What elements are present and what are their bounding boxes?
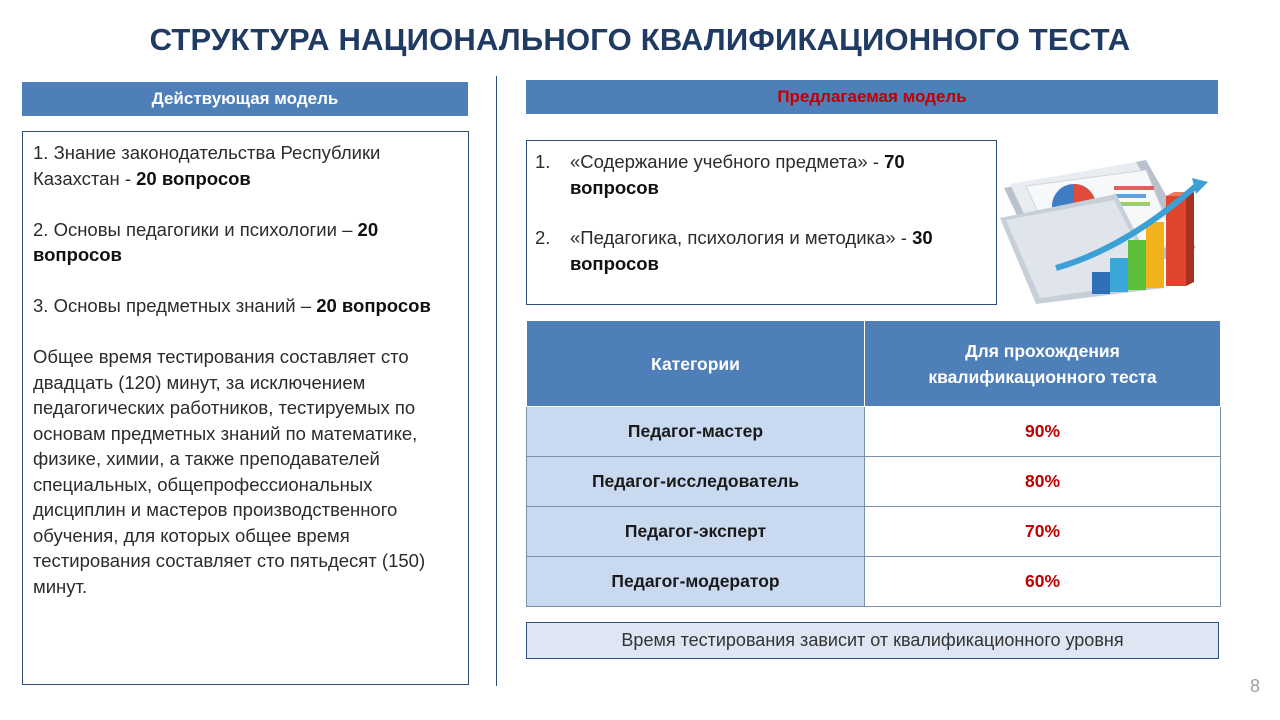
- current-model-box: [22, 131, 469, 685]
- category-cell: Педагог-модератор: [527, 557, 865, 607]
- category-table: [526, 320, 1221, 607]
- current-model-item: 1. Знание законодательства Республики Казахстан - 20 вопросов: [33, 142, 381, 189]
- table-row: [527, 507, 1221, 557]
- chart-folder-illustration: [996, 148, 1228, 308]
- category-cell: Педагог-эксперт: [527, 507, 865, 557]
- proposed-model-item: 1. «Содержание учебного предмета» - 70 вопросов: [535, 149, 986, 201]
- question-count: 70 вопросов: [570, 151, 905, 198]
- threshold-cell: 80%: [865, 457, 1221, 507]
- page-number: 8: [1249, 676, 1260, 696]
- current-model-header: Действующая модель: [22, 82, 468, 116]
- proposed-model-box: [526, 140, 997, 305]
- current-model-item: 3. Основы предметных знаний – 20 вопросов: [33, 295, 431, 316]
- proposed-model-item: 2. «Педагогика, психология и методика» - 30 вопросов: [535, 225, 986, 277]
- table-row: [527, 407, 1221, 457]
- slide-title: СТРУКТУРА НАЦИОНАЛЬНОГО КВАЛИФИКАЦИОННОГО ТЕСТА: [149, 22, 1131, 57]
- threshold-cell: 90%: [865, 407, 1221, 457]
- item-number: 2.: [535, 227, 551, 248]
- proposed-model-header: Предлагаемая модель: [526, 80, 1218, 114]
- testing-time-note: Время тестирования зависит от квалификационного уровня: [526, 622, 1219, 659]
- item-number: 1.: [535, 151, 551, 172]
- testing-time-paragraph: Общее время тестирования составляет сто двадцать (120) минут, за исключением педагогических работников, тестируемых по основам предметных знаний по математике, физике, химии, а также преподавателей специальных, общепрофессиональных дисциплин и мастеров производственного обучения, для которых общее время тестирования составляет сто пятьдесят (150) минут.: [33, 346, 426, 597]
- category-cell: Педагог-исследователь: [527, 457, 865, 507]
- vertical-divider: [496, 76, 497, 686]
- threshold-cell: 70%: [865, 507, 1221, 557]
- question-count: 20 вопросов: [33, 218, 379, 265]
- column-header-threshold: Для прохождения квалификационного теста: [865, 321, 1221, 407]
- question-count: 30 вопросов: [570, 227, 933, 274]
- category-cell: Педагог-мастер: [527, 407, 865, 457]
- threshold-cell: 60%: [865, 557, 1221, 607]
- current-model-item: 2. Основы педагогики и психологии – 20 вопросов: [33, 218, 379, 265]
- question-count: 20 вопросов: [136, 167, 251, 189]
- column-header-category: Категории: [527, 321, 865, 407]
- table-row: [527, 557, 1221, 607]
- table-row: [527, 457, 1221, 507]
- question-count: 20 вопросов: [316, 295, 431, 316]
